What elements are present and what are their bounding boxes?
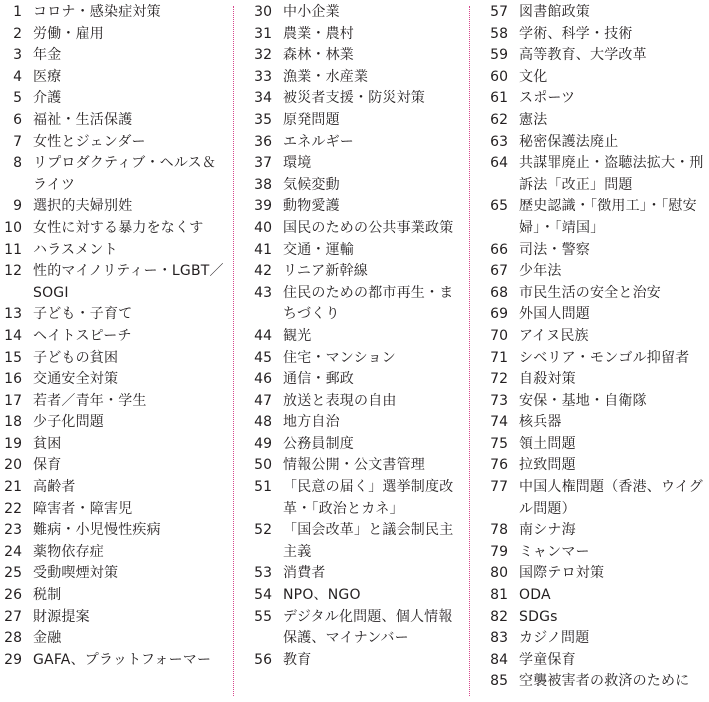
item-number: 26 (4, 587, 22, 604)
item-title: 薬物依存症 (33, 543, 104, 560)
item-title: 交通安全対策 (33, 371, 119, 388)
item-number: 10 (4, 219, 22, 236)
item-title: 核兵器 (519, 414, 562, 431)
item-number: 20 (4, 457, 22, 474)
item-title: 国民のための公共事業政策 (283, 219, 454, 236)
item-number: 75 (490, 435, 508, 452)
policy-list-item (476, 67, 706, 89)
item-title: NPO、NGO (283, 587, 361, 604)
item-title: 観光 (283, 327, 312, 344)
item-title: 領土問題 (519, 435, 576, 452)
item-title: 少子化問題 (33, 414, 104, 431)
item-number: 50 (254, 457, 272, 474)
item-number: 27 (4, 608, 22, 625)
item-number: 56 (254, 651, 272, 668)
policy-list-item (240, 24, 460, 46)
item-number: 58 (490, 25, 508, 42)
item-number: 4 (13, 68, 22, 85)
item-number: 44 (254, 327, 272, 344)
item-number: 61 (490, 90, 508, 107)
policy-list-item (4, 45, 226, 67)
policy-list-item (476, 283, 706, 305)
item-title: 女性とジェンダー (33, 133, 146, 150)
item-number: 28 (4, 630, 22, 647)
policy-list-item (240, 348, 460, 370)
policy-list-item (4, 88, 226, 110)
policy-list-item (4, 304, 226, 326)
policy-list-item (240, 455, 460, 477)
policy-list-item (240, 391, 460, 413)
item-number: 80 (490, 565, 508, 582)
item-number: 59 (490, 47, 508, 64)
policy-list-item (476, 326, 706, 348)
policy-list-item (240, 132, 460, 154)
item-number: 1 (13, 4, 22, 20)
item-title: 司法・警察 (519, 241, 590, 258)
dotted-divider (233, 6, 234, 696)
item-title: 気候変動 (283, 176, 340, 193)
item-title: 「国会改革」と議会制民主主義 (283, 522, 454, 560)
item-title: シベリア・モンゴル抑留者 (519, 349, 690, 366)
item-number: 73 (490, 392, 508, 409)
item-title: ヘイトスピーチ (33, 327, 132, 344)
item-number: 47 (254, 392, 272, 409)
item-number: 84 (490, 651, 508, 668)
item-title: リプロダクティブ・ヘルス＆ライツ (33, 155, 217, 193)
policy-list-item (240, 520, 460, 563)
policy-list-item (4, 412, 226, 434)
item-title: 住宅・マンション (283, 349, 396, 366)
policy-list-item (476, 585, 706, 607)
item-number: 41 (254, 241, 272, 258)
item-number: 71 (490, 349, 508, 366)
item-number: 40 (254, 219, 272, 236)
item-title: 年金 (33, 47, 62, 64)
policy-list-item (476, 455, 706, 477)
policy-list-item (240, 434, 460, 456)
policy-list-item (4, 196, 226, 218)
item-number: 53 (254, 565, 272, 582)
item-number: 79 (490, 543, 508, 560)
item-title: 医療 (33, 68, 62, 85)
item-title: 南シナ海 (519, 522, 576, 539)
item-number: 60 (490, 68, 508, 85)
item-number: 38 (254, 176, 272, 193)
item-title: 図書館政策 (519, 4, 590, 20)
item-number: 22 (4, 500, 22, 517)
item-number: 70 (490, 327, 508, 344)
item-title: 教育 (283, 651, 312, 668)
item-title: 住民のための都市再生・まちづくり (283, 284, 454, 323)
item-title: 受動喫煙対策 (33, 565, 119, 582)
policy-list-item (4, 24, 226, 46)
item-title: 貧困 (33, 435, 62, 452)
item-number: 13 (4, 306, 22, 323)
policy-list-item (476, 542, 706, 564)
item-title: 市民生活の安全と治安 (519, 284, 661, 301)
item-number: 78 (490, 522, 508, 539)
item-title: 拉致問題 (519, 457, 576, 474)
item-number: 7 (13, 133, 22, 150)
item-number: 15 (4, 349, 22, 366)
policy-list-item (476, 2, 706, 24)
item-title: 高等教育、大学改革 (519, 47, 647, 64)
policy-list-item (476, 240, 706, 262)
policy-list-item (4, 585, 226, 607)
policy-list-item (4, 499, 226, 521)
item-title: 自殺対策 (519, 371, 576, 388)
policy-list-item (240, 153, 460, 175)
item-number: 69 (490, 306, 508, 323)
item-title: 少年法 (519, 263, 562, 280)
policy-list-item (240, 261, 460, 283)
policy-list-item (240, 650, 460, 672)
item-number: 42 (254, 263, 272, 280)
item-title: 消費者 (283, 565, 326, 582)
policy-list-column-1 (4, 2, 226, 671)
policy-list-item (476, 88, 706, 110)
item-number: 2 (13, 25, 22, 42)
policy-list-item (240, 477, 460, 520)
item-number: 30 (254, 4, 272, 20)
item-number: 17 (4, 392, 22, 409)
item-number: 9 (13, 198, 22, 215)
policy-list-item (240, 369, 460, 391)
item-title: 情報公開・公文書管理 (283, 457, 425, 474)
policy-list-item (476, 196, 706, 239)
policy-list-item (4, 542, 226, 564)
policy-list-item (4, 261, 226, 304)
item-title: 共謀罪廃止・盗聴法拡大・刑訴法「改正」問題 (519, 155, 704, 193)
item-title: 学童保育 (519, 651, 576, 668)
item-title: 歴史認識・「徴用工」・「慰安婦」・「靖国」 (519, 198, 697, 236)
item-number: 82 (490, 608, 508, 625)
policy-list-item (240, 240, 460, 262)
item-title: 漁業・水産業 (283, 68, 369, 85)
policy-list-item (4, 434, 226, 456)
item-title: 障害者・障害児 (33, 500, 133, 517)
policy-list-item (476, 607, 706, 629)
item-title: 空襲被害者の救済のために (519, 673, 690, 690)
policy-list-item (4, 520, 226, 542)
policy-list-item (476, 628, 706, 650)
item-number: 21 (4, 479, 22, 496)
item-number: 25 (4, 565, 22, 582)
item-title: GAFA、プラットフォーマー (33, 651, 212, 668)
policy-list-item (240, 283, 460, 326)
policy-list-item (4, 153, 226, 196)
item-title: 性的マイノリティー・LGBT／SOGI (33, 263, 224, 301)
policy-list-item (476, 369, 706, 391)
policy-list-item (240, 412, 460, 434)
policy-list-item (4, 218, 226, 240)
policy-list-item (476, 391, 706, 413)
dotted-divider (469, 6, 470, 696)
item-title: リニア新幹線 (283, 263, 368, 280)
policy-list-item (476, 671, 706, 693)
item-title: 若者／青年・学生 (33, 392, 147, 409)
item-title: 地方自治 (283, 414, 340, 431)
item-number: 64 (490, 155, 508, 172)
item-title: 公務員制度 (283, 435, 354, 452)
policy-list-column-3 (476, 2, 706, 693)
item-title: 金融 (33, 630, 62, 647)
policy-list-item (240, 326, 460, 348)
item-title: 福祉・生活保護 (33, 111, 133, 128)
policy-list-item (240, 45, 460, 67)
policy-list-item (240, 110, 460, 132)
item-number: 33 (254, 68, 272, 85)
policy-list-item (240, 67, 460, 89)
item-number: 12 (4, 263, 22, 280)
policy-list-item (240, 88, 460, 110)
item-title: スポーツ (519, 90, 576, 107)
item-title: 安保・基地・自衛隊 (519, 392, 647, 409)
policy-list-item (4, 628, 226, 650)
item-title: 文化 (519, 68, 548, 85)
item-number: 48 (254, 414, 272, 431)
policy-list-item (4, 650, 226, 672)
item-number: 29 (4, 651, 22, 668)
policy-list-item (476, 412, 706, 434)
policy-list-item (4, 132, 226, 154)
item-number: 49 (254, 435, 272, 452)
item-title: SDGs (519, 608, 558, 625)
policy-list-item (476, 153, 706, 196)
item-number: 68 (490, 284, 508, 301)
item-title: 外国人問題 (519, 306, 590, 323)
item-title: カジノ問題 (519, 630, 590, 647)
policy-list-item (476, 348, 706, 370)
item-number: 39 (254, 198, 272, 215)
item-number: 18 (4, 414, 22, 431)
item-title: 財源提案 (33, 608, 90, 625)
item-title: 通信・郵政 (283, 371, 354, 388)
item-title: 選択的夫婦別姓 (33, 198, 133, 215)
item-number: 51 (254, 479, 272, 496)
item-number: 32 (254, 47, 272, 64)
policy-list-item (4, 240, 226, 262)
policy-list-item (240, 196, 460, 218)
policy-list-item (476, 520, 706, 542)
item-number: 65 (490, 198, 508, 215)
policy-list-item (4, 477, 226, 499)
item-number: 8 (13, 155, 22, 172)
policy-list-item (476, 650, 706, 672)
item-number: 6 (13, 111, 22, 128)
item-number: 57 (490, 4, 508, 20)
policy-list-item (4, 607, 226, 629)
policy-list-item (240, 218, 460, 240)
policy-list-item (476, 563, 706, 585)
item-number: 43 (254, 284, 272, 301)
policy-list-item (4, 348, 226, 370)
item-number: 85 (490, 673, 508, 690)
item-title: 「民意の届く」選挙制度改革・「政治とカネ」 (283, 479, 454, 517)
policy-list-item (240, 2, 460, 24)
item-number: 3 (13, 47, 22, 64)
item-number: 16 (4, 371, 22, 388)
item-number: 35 (254, 111, 272, 128)
item-title: 介護 (33, 90, 62, 107)
item-title: 税制 (33, 587, 62, 604)
policy-list-column-2 (240, 2, 460, 671)
item-title: アイヌ民族 (519, 327, 589, 344)
item-number: 31 (254, 25, 272, 42)
item-title: 国際テロ対策 (519, 565, 605, 582)
item-title: 原発問題 (283, 111, 340, 128)
item-title: 中小企業 (283, 4, 340, 20)
policy-list-item (476, 434, 706, 456)
item-title: 放送と表現の自由 (283, 392, 397, 409)
policy-list-item (476, 261, 706, 283)
policy-list-item (4, 455, 226, 477)
item-number: 14 (4, 327, 22, 344)
item-title: 農業・農村 (283, 25, 354, 42)
policy-list-item (4, 2, 226, 24)
item-title: 中国人権問題（香港、ウイグル問題） (519, 479, 703, 517)
policy-list-item (476, 45, 706, 67)
policy-list-item (4, 110, 226, 132)
item-number: 67 (490, 263, 508, 280)
policy-list-item (476, 24, 706, 46)
item-title: 秘密保護法廃止 (519, 133, 619, 150)
item-number: 81 (490, 587, 508, 604)
item-number: 45 (254, 349, 272, 366)
item-number: 5 (13, 90, 22, 107)
item-number: 52 (254, 522, 272, 539)
policy-list-item (476, 304, 706, 326)
item-number: 54 (254, 587, 272, 604)
item-title: 保育 (33, 457, 62, 474)
item-title: 高齢者 (33, 479, 76, 496)
item-number: 36 (254, 133, 272, 150)
policy-list-item (4, 369, 226, 391)
item-title: ODA (519, 587, 551, 604)
policy-list-item (240, 175, 460, 197)
item-title: 動物愛護 (283, 198, 340, 215)
item-number: 77 (490, 479, 508, 496)
item-title: 学術、科学・技術 (519, 25, 633, 42)
item-title: 被災者支援・防災対策 (283, 90, 425, 107)
policy-list-item (4, 563, 226, 585)
item-number: 34 (254, 90, 272, 107)
item-title: 交通・運輸 (283, 241, 354, 258)
item-title: 森林・林業 (283, 47, 354, 64)
policy-list-item (4, 67, 226, 89)
item-title: エネルギー (283, 133, 354, 150)
item-title: 子ども・子育て (33, 306, 133, 323)
item-number: 24 (4, 543, 22, 560)
item-title: ハラスメント (33, 241, 118, 258)
item-number: 62 (490, 111, 508, 128)
policy-list-item (240, 563, 460, 585)
item-number: 23 (4, 522, 22, 539)
item-title: 憲法 (519, 111, 548, 128)
policy-list-item (4, 391, 226, 413)
item-title: デジタル化問題、個人情報保護、マイナンバー (283, 608, 453, 647)
policy-list-item (476, 132, 706, 154)
item-title: コロナ・感染症対策 (33, 4, 161, 20)
item-number: 19 (4, 435, 22, 452)
item-title: 労働・雇用 (33, 25, 104, 42)
item-number: 55 (254, 608, 272, 625)
item-number: 11 (4, 241, 22, 258)
policy-list-item (240, 585, 460, 607)
item-number: 46 (254, 371, 272, 388)
item-number: 83 (490, 630, 508, 647)
item-title: 難病・小児慢性疾病 (33, 522, 161, 539)
item-number: 72 (490, 371, 508, 388)
policy-list-item (240, 607, 460, 650)
item-number: 37 (254, 155, 272, 172)
item-number: 66 (490, 241, 508, 258)
item-title: 女性に対する暴力をなくす (33, 219, 204, 236)
item-title: 子どもの貧困 (33, 349, 119, 366)
policy-list-item (4, 326, 226, 348)
item-title: 環境 (283, 155, 312, 172)
item-number: 74 (490, 414, 508, 431)
policy-list-item (476, 477, 706, 520)
item-number: 63 (490, 133, 508, 150)
item-title: ミャンマー (519, 543, 590, 560)
policy-list-item (476, 110, 706, 132)
item-number: 76 (490, 457, 508, 474)
